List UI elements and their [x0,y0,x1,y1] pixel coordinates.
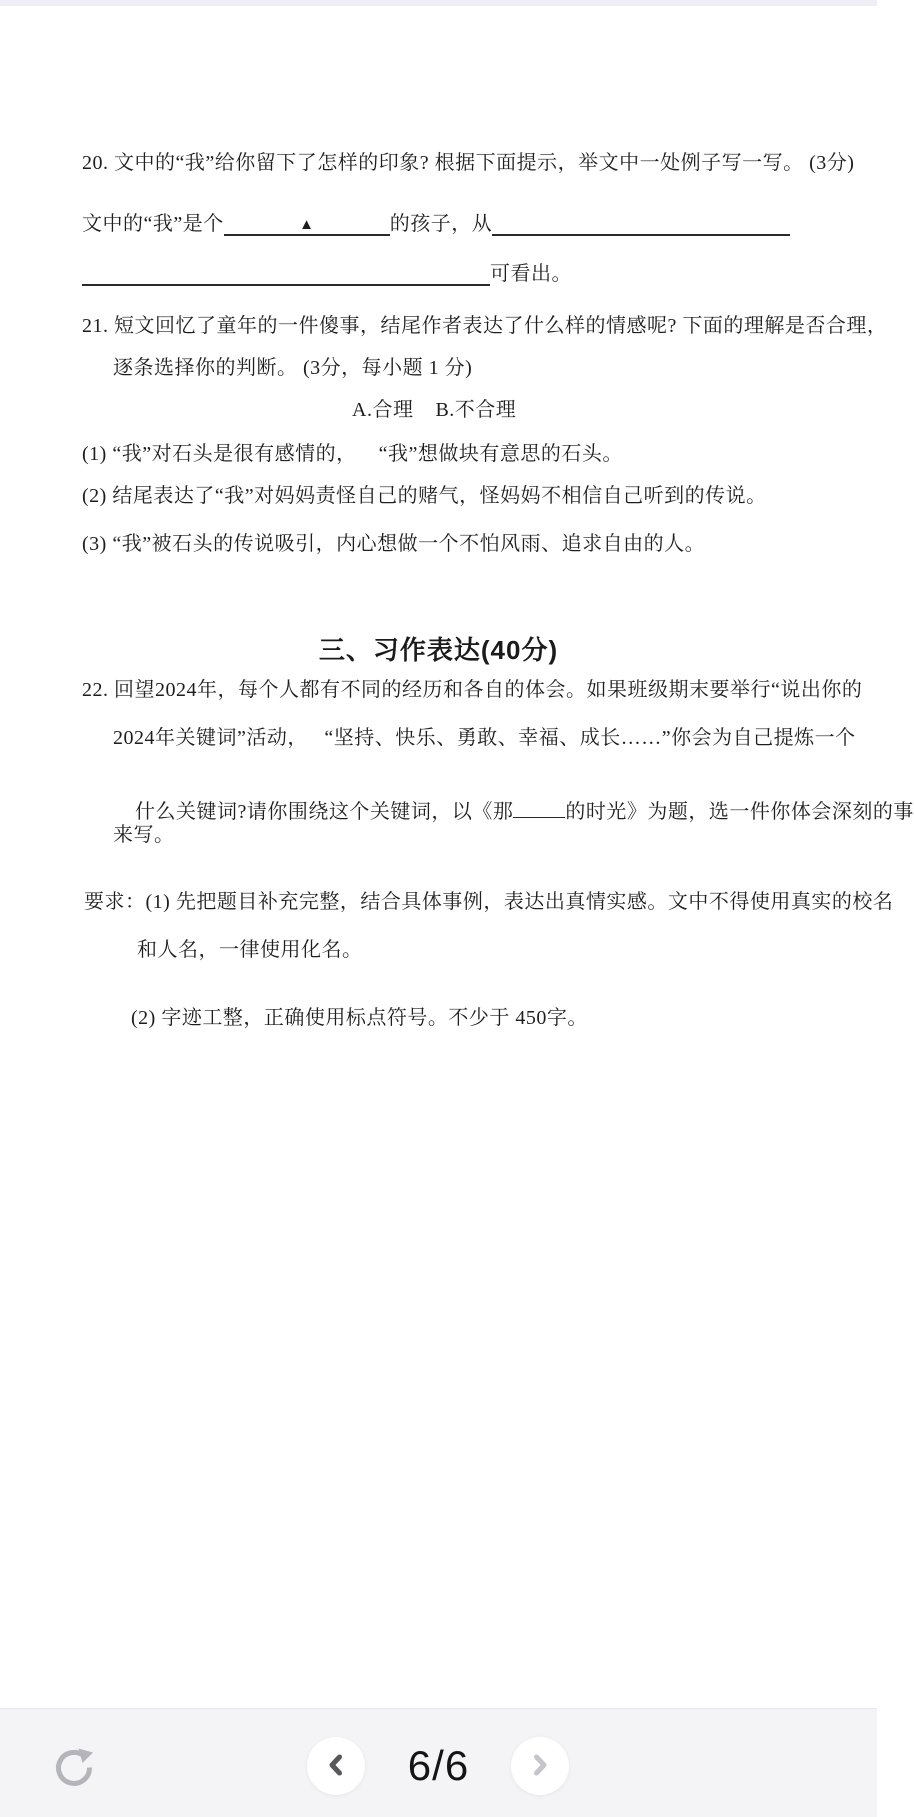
fill-prefix-text: 文中的“我”是个 [82,213,224,235]
question-21-item-2: (2) 结尾表达了“我”对妈妈责怪自己的赌气，怪妈妈不相信自己听到的传说。 [82,485,767,507]
answer-blank-2 [492,212,790,236]
fill-end-text: 可看出。 [490,263,572,285]
next-page-button[interactable] [511,1737,569,1795]
question-21-item-3: (3) “我”被石头的传说吸引，内心想做一个不怕风雨、追求自由的人。 [82,533,706,555]
page-indicator: 6/6 [407,1742,470,1789]
question-22-line-1: 22. 回望2024年，每个人都有不同的经历和各自的体会。如果班级期末要举行“说出你的 [82,679,863,701]
answer-blank-1 [224,212,390,236]
title-blank-prefix: 什么关键词?请你围绕这个关键词，以《那 [135,801,514,823]
question-20-fill-line-1 [82,212,790,236]
question-21-item-1: (1) “我”对石头是很有感情的， “我”想做块有意思的石头。 [82,443,623,465]
question-20-fill-line-2 [82,262,572,286]
title-inline-blank [513,799,565,818]
question-20-prompt: 20. 文中的“我”给你留下了怎样的印象? 根据下面提示，举文中一处例子写一写。 (3分) [82,152,855,174]
document-page [0,6,914,1708]
section-three-title: 三、习作表达(40分) [318,635,559,665]
triangle-marker: ▲ [299,217,315,233]
requirements-line-3: (2) 字迹工整，正确使用标点符号。不少于 450字。 [131,1007,588,1029]
requirements-line-1: 要求：(1) 先把题目补充完整，结合具体事例，表达出真情实感。文中不得使用真实的校名 [84,891,894,913]
title-blank-suffix: 的时光》为题，选一件你体会深刻的事 [565,801,914,823]
option-a-label: A.合理 [352,399,414,421]
answer-blank-3 [82,262,490,286]
requirements-line-2: 和人名，一律使用化名。 [137,939,363,961]
question-21-prompt-line-2: 逐条选择你的判断。 (3分，每小题 1 分) [113,357,473,379]
question-22-line-2: 2024年关键词”活动， “坚持、快乐、勇敢、幸福、成长……”你会为自己提炼一个 [113,727,856,749]
fill-mid-text: 的孩子，从 [389,213,493,235]
chevron-right-icon [529,1752,551,1781]
question-21-prompt-line-1: 21. 短文回忆了童年的一件傻事，结尾作者表达了什么样的情感呢? 下面的理解是否合理， [82,315,888,337]
question-22-line-3 [113,775,914,848]
option-b-label: B.不合理 [435,399,517,421]
question-21-options [352,398,516,422]
question-22-line-4: 来写。 [113,824,175,846]
